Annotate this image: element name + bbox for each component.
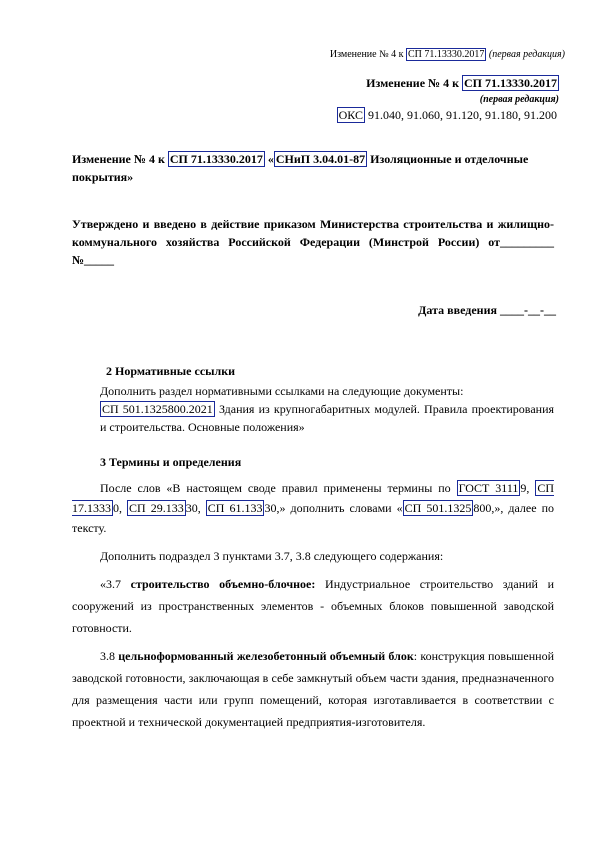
sp29-link[interactable]: СП 29.133	[129, 501, 184, 515]
section2-body	[72, 382, 554, 436]
term-3-7	[72, 573, 554, 639]
sp501-term-link[interactable]: СП 501.1325	[404, 501, 472, 515]
title-suffix: Изоляционные и отделочные покрытия»	[72, 152, 529, 184]
running-header-edition: (первая редакция)	[486, 49, 565, 60]
oks-codes: 91.040, 91.060, 91.120, 91.180, 91.200	[365, 108, 557, 122]
edition-label: (первая редакция)	[479, 94, 559, 105]
sp17-link[interactable]: СП 17.1333	[72, 481, 554, 515]
section3-para2: Дополнить подраздел 3 пунктами 3.7, 3.8 следующего содержания:	[100, 549, 444, 563]
section2-para1: Дополнить раздел нормативными ссылками на следующие документы:	[100, 384, 464, 398]
term-3-8-definition: : конструкция повышенной заводской готовности, заключающая в себе замкнутый объем части здания, предназначенного для размещения части или групп помещений, которая изготавливается в соответствии с проектной и технической документацией предприятия-изготовителя.	[72, 649, 554, 729]
oks-line	[337, 108, 557, 123]
section3-heading: 3 Термины и определения	[100, 455, 242, 469]
oks-link[interactable]: ОКС	[338, 108, 363, 122]
amendment-header-ref-link[interactable]: СП 71.13330.2017	[464, 76, 557, 90]
section2-para2	[72, 400, 554, 436]
introduction-date: Дата введения ____-__-__	[418, 303, 556, 317]
running-header-ref-link[interactable]: СП 71.13330.2017	[408, 49, 485, 60]
s3p1-text-c: 0,	[113, 501, 128, 515]
title-ref2-link[interactable]: СНиП 3.04.01-87	[275, 152, 366, 166]
section3-para1	[72, 478, 554, 538]
sp501-link[interactable]: СП 501.1325800.2021	[102, 402, 213, 416]
approval-statement: Утверждено и введено в действие приказом Министерства строительства и жилищно-коммунального хозяйства Российской Федерации (Минстрой России) от_________ №_____	[72, 217, 554, 267]
term-3-8-term: цельноформованный железобетонный объемный блок	[118, 649, 414, 663]
term-3-7-term: строительство объемно-блочное:	[130, 577, 316, 591]
s3p1-text-b: 9,	[520, 481, 536, 495]
term-3-8	[72, 645, 554, 733]
amendment-header-prefix: Изменение № 4 к	[366, 76, 462, 90]
running-header-prefix: Изменение № 4 к	[329, 49, 406, 60]
section2-heading: 2 Нормативные ссылки	[106, 364, 236, 378]
running-header	[330, 49, 565, 60]
title-prefix: Изменение № 4 к	[72, 152, 168, 166]
s3p1-text-e: 30,» дополнить словами «	[264, 501, 403, 515]
term-3-7-definition: Индустриальное строительство зданий и сооружений из пространственных элементов - объемных блоков повышенной заводской готовности.	[72, 577, 555, 635]
section2-para2-text: Здания из крупногабаритных модулей. Правила проектирования и строительства. Основные положения»	[100, 402, 555, 434]
title-mid: «	[264, 152, 274, 166]
gost-link[interactable]: ГОСТ 3111	[458, 481, 519, 495]
s3p1-text-d: 30,	[185, 501, 206, 515]
s3p1-text-f: 800,», далее по тексту.	[72, 501, 554, 535]
term-3-7-number: «3.7	[100, 577, 131, 591]
title-ref1-link[interactable]: СП 71.13330.2017	[169, 152, 263, 166]
s3p1-text-a: После слов «В настоящем своде правил применены термины по	[100, 481, 457, 495]
document-title	[72, 150, 532, 186]
sp61-link[interactable]: СП 61.133	[207, 501, 263, 515]
term-3-8-number: 3.8	[100, 649, 119, 663]
amendment-header	[366, 76, 559, 91]
